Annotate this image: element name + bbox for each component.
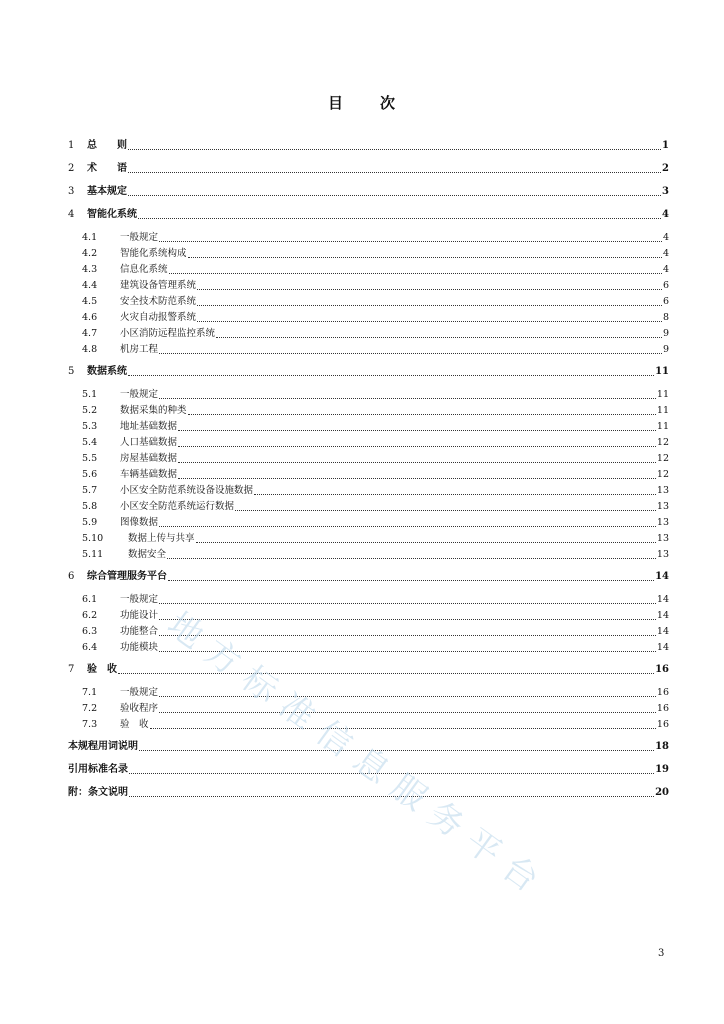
toc-entry[interactable] — [82, 419, 669, 433]
toc-page: 11 — [655, 366, 669, 377]
toc-leader — [128, 172, 661, 173]
toc-entry[interactable] — [68, 662, 669, 676]
toc-page: 14 — [656, 610, 669, 621]
toc-leader — [159, 619, 656, 620]
toc-label: 小区安全防范系统设备设施数据 — [120, 485, 254, 496]
toc-number: 5.5 — [82, 453, 98, 464]
toc-label: 总 则 — [87, 140, 127, 151]
toc-page: 6 — [662, 280, 669, 291]
toc-label: 本规程用词说明 — [68, 741, 138, 752]
toc-page: 3 — [662, 186, 669, 197]
toc-label: 综合管理服务平台 — [87, 571, 167, 582]
toc-label: 数据系统 — [87, 366, 127, 377]
toc-label: 建筑设备管理系统 — [120, 280, 197, 291]
toc-number: 4.8 — [82, 344, 98, 355]
toc-leader — [188, 257, 662, 258]
toc-leader — [167, 558, 656, 559]
toc-number: 5 — [68, 366, 75, 377]
toc-page: 2 — [662, 163, 669, 174]
toc-number: 4.7 — [82, 328, 98, 339]
toc-entry[interactable] — [68, 785, 669, 799]
toc-number: 6 — [68, 571, 75, 582]
toc-number: 5.9 — [82, 517, 98, 528]
toc-entry[interactable] — [82, 230, 669, 244]
toc-entry[interactable] — [82, 685, 669, 699]
toc-number: 5.10 — [82, 533, 104, 544]
toc-entry[interactable] — [82, 592, 669, 606]
toc-leader — [129, 796, 654, 797]
toc-entry[interactable] — [82, 387, 669, 401]
toc-entry[interactable] — [68, 138, 669, 152]
page-title — [0, 92, 724, 113]
toc-label: 智能化系统 — [87, 209, 137, 220]
toc-leader — [159, 398, 656, 399]
toc-leader — [150, 728, 656, 729]
toc-leader — [178, 462, 656, 463]
toc-leader — [235, 510, 656, 511]
watermark-text: 地方标准信息服务平台 — [159, 604, 556, 908]
toc-number: 2 — [68, 163, 75, 174]
toc-label: 安全技术防范系统 — [120, 296, 197, 307]
toc-page: 18 — [655, 741, 669, 752]
toc-entry[interactable] — [82, 499, 669, 513]
toc-number: 6.3 — [82, 626, 98, 637]
toc-entry[interactable] — [82, 342, 669, 356]
toc-leader — [159, 241, 662, 242]
toc-page: 14 — [656, 642, 669, 653]
toc-entry[interactable] — [82, 717, 669, 731]
toc-leader — [159, 353, 662, 354]
toc-label: 附：条文说明 — [68, 787, 128, 798]
toc-leader — [128, 195, 661, 196]
toc-page: 13 — [656, 501, 669, 512]
toc-entry[interactable] — [68, 161, 669, 175]
toc-label: 一般规定 — [120, 232, 159, 243]
toc-leader — [254, 494, 656, 495]
toc-page: 13 — [656, 549, 669, 560]
toc-label: 验 收 — [120, 719, 149, 730]
toc-label: 车辆基础数据 — [120, 469, 178, 480]
toc-page: 12 — [656, 453, 669, 464]
toc-entry[interactable] — [68, 762, 669, 776]
toc-label: 基本规定 — [87, 186, 127, 197]
toc-entry[interactable] — [82, 467, 669, 481]
toc-label: 房屋基础数据 — [120, 453, 178, 464]
toc-number: 4 — [68, 209, 75, 220]
toc-label: 人口基础数据 — [120, 437, 178, 448]
toc-entry[interactable] — [82, 403, 669, 417]
toc-number: 4.1 — [82, 232, 98, 243]
toc-page: 20 — [655, 787, 669, 798]
toc-label: 功能模块 — [120, 642, 159, 653]
toc-number: 7.1 — [82, 687, 98, 698]
toc-leader — [197, 321, 662, 322]
toc-number: 5.11 — [82, 549, 104, 560]
toc-label: 地址基础数据 — [120, 421, 178, 432]
title-char-1: 目 — [327, 94, 344, 112]
toc-number: 5.1 — [82, 389, 98, 400]
toc-entry[interactable] — [68, 569, 669, 583]
toc-label: 数据上传与共享 — [128, 533, 195, 544]
toc-label: 小区消防远程监控系统 — [120, 328, 216, 339]
toc-entry[interactable] — [82, 294, 669, 308]
toc-number: 7 — [68, 664, 75, 675]
toc-entry[interactable] — [82, 701, 669, 715]
toc-leader — [169, 273, 662, 274]
toc-number: 3 — [68, 186, 75, 197]
toc-page: 19 — [655, 764, 669, 775]
toc-page: 1 — [662, 140, 669, 151]
toc-page: 16 — [656, 687, 669, 698]
toc-page: 16 — [656, 719, 669, 730]
toc-number: 1 — [68, 140, 75, 151]
toc-number: 5.7 — [82, 485, 98, 496]
toc-number: 6.4 — [82, 642, 98, 653]
toc-number: 4.4 — [82, 280, 98, 291]
toc-leader — [159, 526, 656, 527]
toc-label: 功能设计 — [120, 610, 159, 621]
toc-entry[interactable] — [82, 624, 669, 638]
toc-entry[interactable] — [82, 531, 669, 545]
toc-leader — [196, 542, 656, 543]
toc-label: 引用标准名录 — [68, 764, 128, 775]
toc-page: 4 — [662, 264, 669, 275]
toc-entry[interactable] — [82, 451, 669, 465]
toc-label: 图像数据 — [120, 517, 159, 528]
toc-number: 5.2 — [82, 405, 98, 416]
toc-entry[interactable] — [68, 364, 669, 378]
toc-leader — [197, 289, 662, 290]
toc-leader — [128, 375, 654, 376]
toc-number: 6.1 — [82, 594, 98, 605]
toc-label: 小区安全防范系统运行数据 — [120, 501, 235, 512]
toc-entry[interactable] — [82, 262, 669, 276]
toc-leader — [178, 478, 656, 479]
toc-entry[interactable] — [82, 435, 669, 449]
toc-page: 13 — [656, 533, 669, 544]
toc-label: 一般规定 — [120, 594, 159, 605]
toc-leader — [159, 603, 656, 604]
toc-entry[interactable] — [68, 184, 669, 198]
toc-leader — [216, 337, 662, 338]
toc-page: 9 — [662, 328, 669, 339]
toc-number: 4.5 — [82, 296, 98, 307]
toc-page: 8 — [662, 312, 669, 323]
toc-page: 14 — [656, 626, 669, 637]
toc-label: 一般规定 — [120, 389, 159, 400]
toc-leader — [139, 750, 654, 751]
toc-entry[interactable] — [82, 608, 669, 622]
toc-entry[interactable] — [68, 739, 669, 753]
toc-leader — [178, 430, 656, 431]
toc-leader — [129, 773, 654, 774]
toc-label: 术 语 — [87, 163, 127, 174]
toc-page: 4 — [662, 209, 669, 220]
toc-page: 14 — [655, 571, 669, 582]
toc-page: 14 — [656, 594, 669, 605]
toc-page: 11 — [656, 405, 669, 416]
toc-number: 4.6 — [82, 312, 98, 323]
toc-page: 16 — [655, 664, 669, 675]
toc-page: 9 — [662, 344, 669, 355]
toc-label: 机房工程 — [120, 344, 159, 355]
toc-entry[interactable] — [82, 246, 669, 260]
toc-label: 数据采集的种类 — [120, 405, 187, 416]
toc-page: 13 — [656, 517, 669, 528]
toc-page: 4 — [662, 232, 669, 243]
toc-leader — [188, 414, 656, 415]
toc-label: 验 收 — [87, 664, 117, 675]
page-number: 3 — [658, 948, 665, 959]
toc-label: 数据安全 — [128, 549, 167, 560]
toc-label: 功能整合 — [120, 626, 159, 637]
toc-entry[interactable] — [82, 515, 669, 529]
toc-leader — [197, 305, 662, 306]
toc-number: 5.4 — [82, 437, 98, 448]
toc-page: 11 — [656, 421, 669, 432]
toc-number: 5.6 — [82, 469, 98, 480]
toc-page: 6 — [662, 296, 669, 307]
toc-number: 5.8 — [82, 501, 98, 512]
toc-entry[interactable] — [82, 310, 669, 324]
toc-leader — [178, 446, 656, 447]
toc-number: 4.3 — [82, 264, 98, 275]
toc-label: 信息化系统 — [120, 264, 168, 275]
toc-entry[interactable] — [82, 326, 669, 340]
toc-label: 智能化系统构成 — [120, 248, 187, 259]
toc-entry[interactable] — [82, 640, 669, 654]
toc-leader — [168, 580, 654, 581]
toc-entry[interactable] — [82, 547, 669, 561]
toc-number: 4.2 — [82, 248, 98, 259]
toc-leader — [118, 673, 654, 674]
toc-label: 一般规定 — [120, 687, 159, 698]
toc-page: 11 — [656, 389, 669, 400]
toc-leader — [159, 635, 656, 636]
toc-leader — [159, 712, 656, 713]
toc-leader — [159, 651, 656, 652]
toc-page: 4 — [662, 248, 669, 259]
toc-page: 12 — [656, 437, 669, 448]
toc-number: 7.3 — [82, 719, 98, 730]
toc-number: 6.2 — [82, 610, 98, 621]
toc-page: 12 — [656, 469, 669, 480]
toc-page: 16 — [656, 703, 669, 714]
toc-number: 7.2 — [82, 703, 98, 714]
toc-number: 5.3 — [82, 421, 98, 432]
toc-leader — [128, 149, 661, 150]
toc-entry[interactable] — [82, 278, 669, 292]
toc-label: 验收程序 — [120, 703, 159, 714]
toc-label: 火灾自动报警系统 — [120, 312, 197, 323]
toc-entry[interactable] — [82, 483, 669, 497]
toc-page: 13 — [656, 485, 669, 496]
toc-leader — [138, 218, 661, 219]
toc-entry[interactable] — [68, 207, 669, 221]
title-char-2: 次 — [380, 94, 397, 112]
toc-leader — [159, 696, 656, 697]
